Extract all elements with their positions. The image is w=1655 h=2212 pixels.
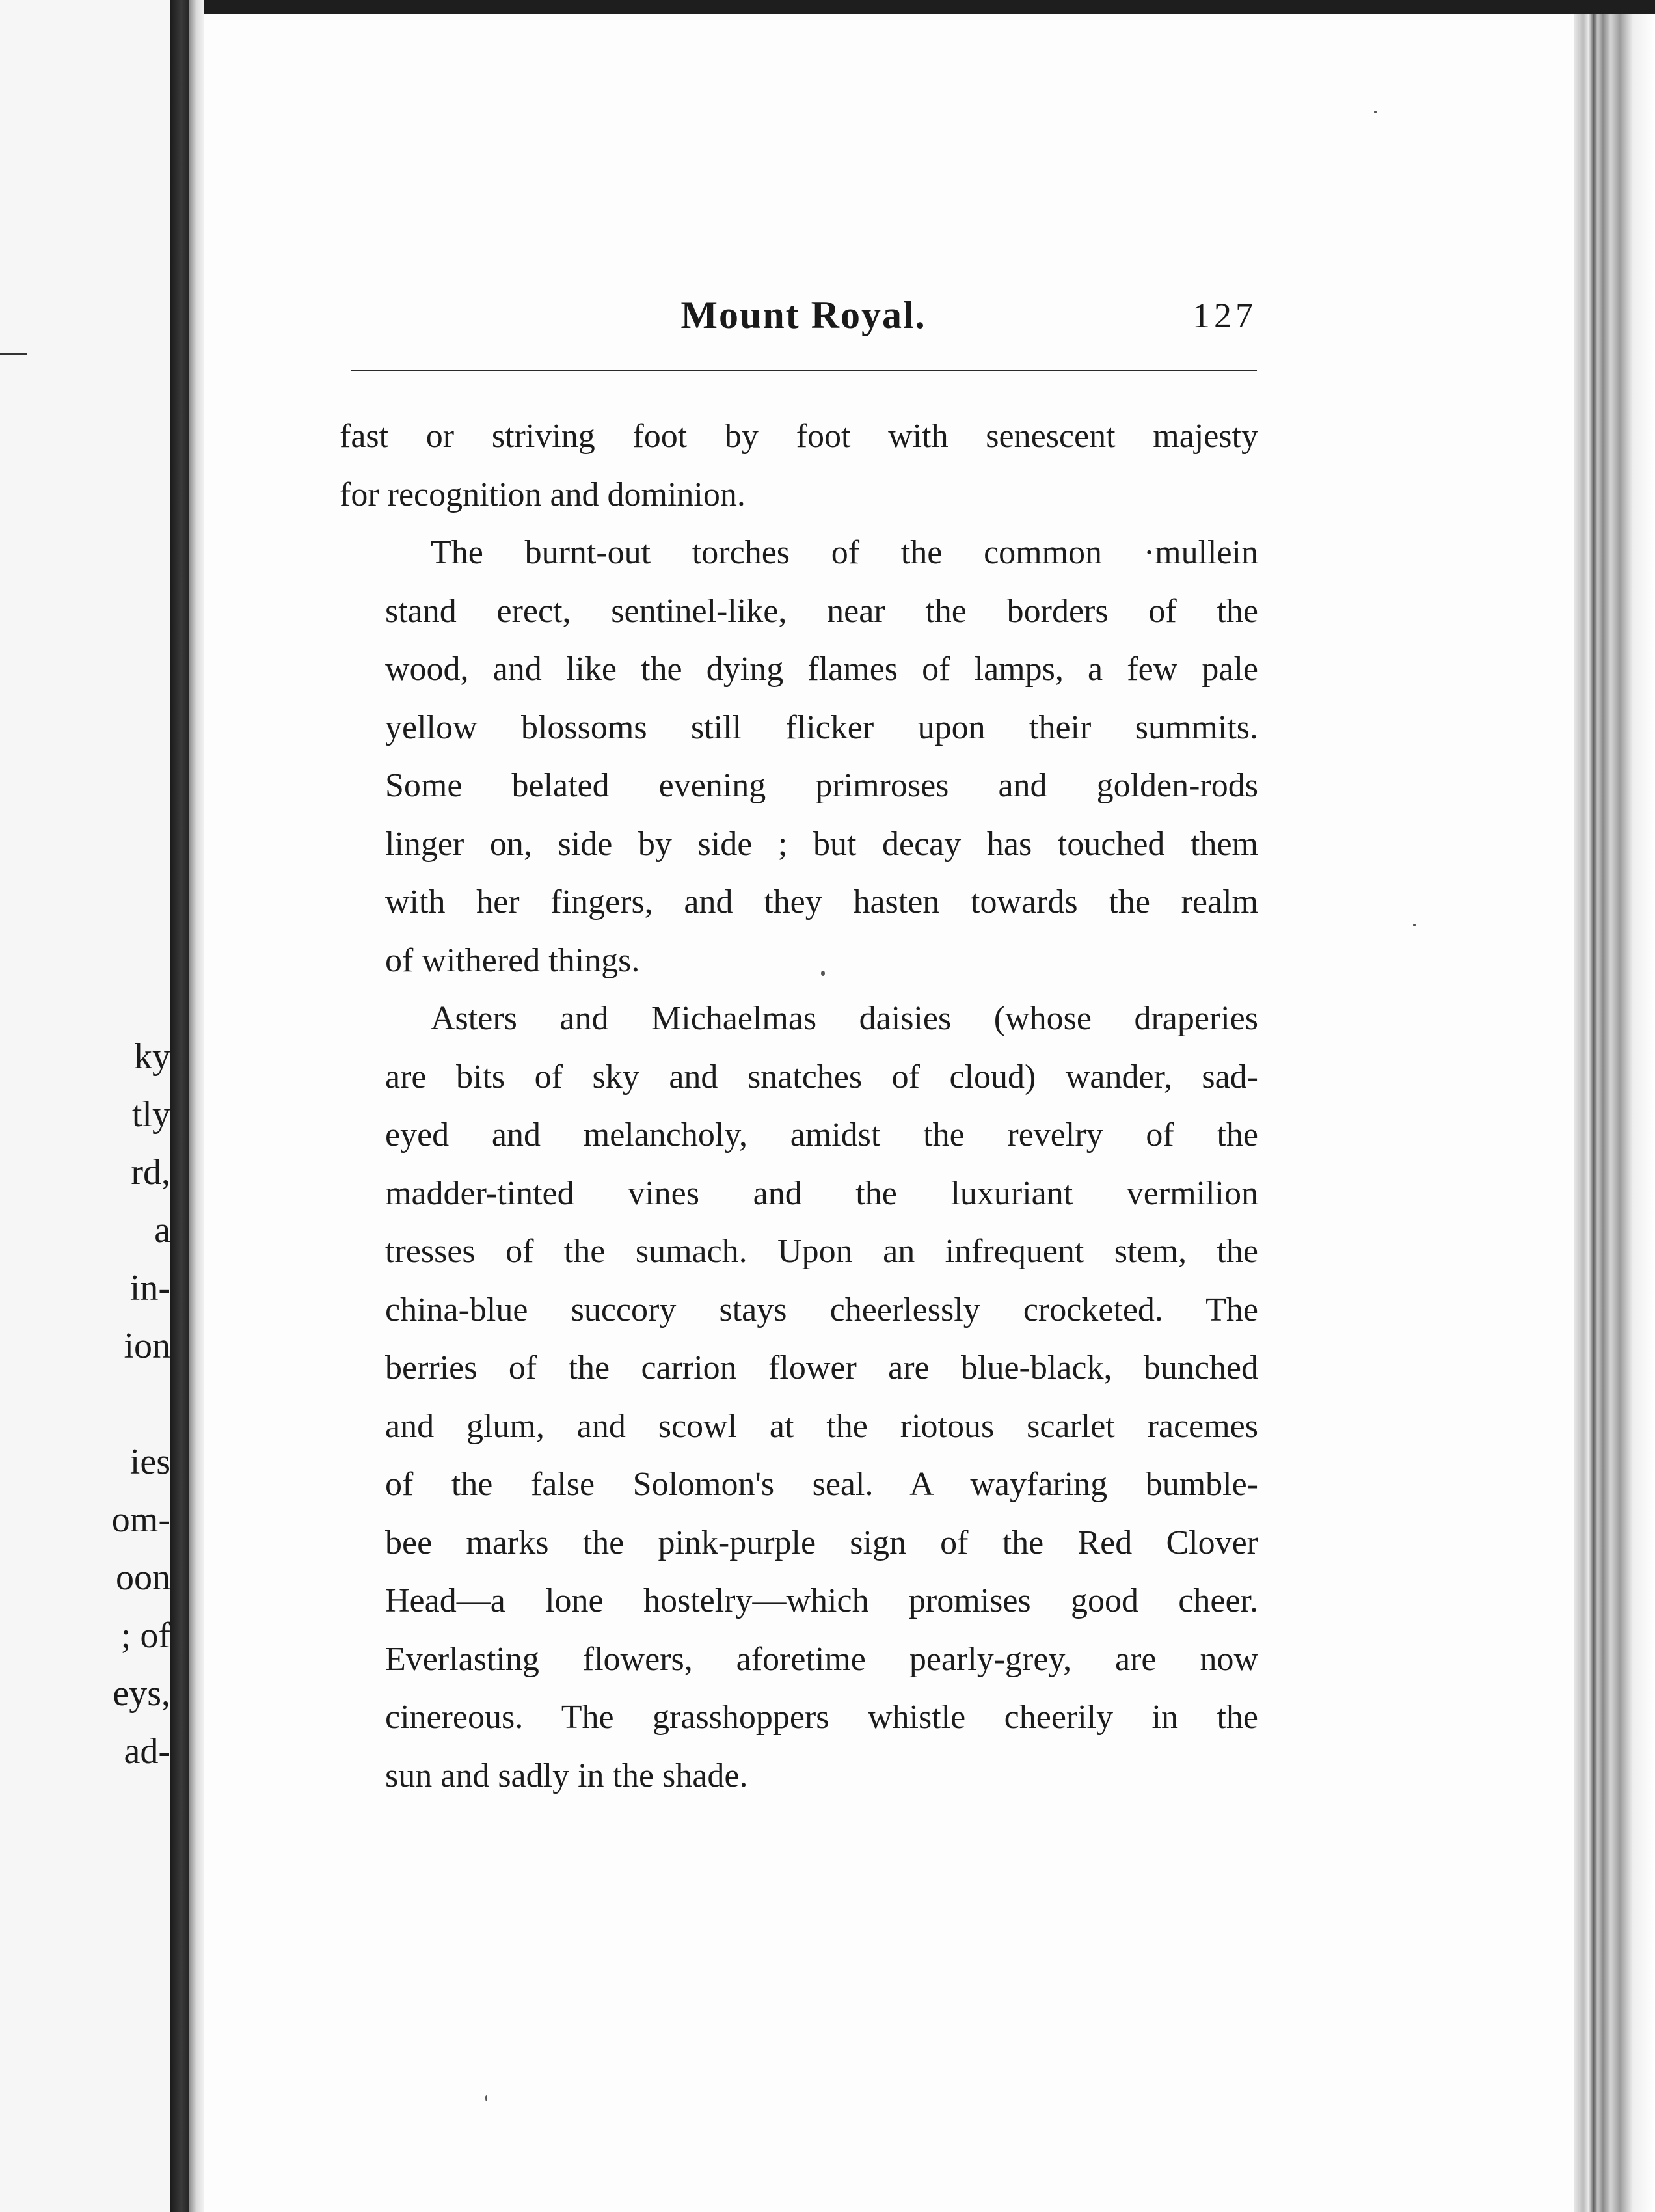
text-line: Head—a lone hostelry—which promises good cheer. — [385, 1582, 1258, 1619]
text-line: Everlasting flowers, aforetime pearly-grey, are now — [385, 1640, 1258, 1678]
scan-top-edge — [0, 0, 1655, 14]
running-head: Mount Royal. — [680, 293, 926, 336]
book-gutter — [170, 0, 189, 2212]
left-facing-page — [0, 0, 170, 2212]
text-line: are bits of sky and snatches of cloud) wander, sad- — [385, 1058, 1258, 1096]
scan-speck — [1413, 924, 1416, 926]
text-line: for recognition and dominion. — [340, 476, 746, 513]
text-line: Asters and Michaelmas daisies (whose draperies — [431, 1000, 1258, 1037]
paragraph — [340, 990, 1258, 1805]
left-page-fragment: rd, — [131, 1152, 170, 1193]
page-header — [350, 280, 1257, 358]
page-number: 127 — [1192, 296, 1257, 335]
text-line: and glum, and scowl at the riotous scarlet racemes — [385, 1407, 1258, 1445]
text-line: tresses of the sumach. Upon an infrequent stem, the — [385, 1233, 1258, 1270]
text-line: with her fingers, and they hasten towards the realm — [385, 883, 1258, 921]
body-text — [340, 407, 1258, 1805]
left-page-fragment: ky — [134, 1036, 170, 1077]
text-line: sun and sadly in the shade. — [385, 1757, 748, 1794]
header-rule — [351, 370, 1257, 371]
left-page-fragment: a — [154, 1210, 170, 1250]
scan-speck — [1374, 111, 1377, 113]
left-page-rule — [0, 353, 27, 355]
left-page-fragment: oon — [116, 1558, 170, 1598]
text-line: cinereous. The grasshoppers whistle cheerily in the — [385, 1699, 1258, 1736]
text-line: china-blue succory stays cheerlessly crocketed. The — [385, 1291, 1258, 1329]
text-line: fast or striving foot by foot with senescent majesty — [340, 418, 1258, 455]
paragraph — [340, 407, 1258, 524]
scan-speck — [485, 2095, 487, 2101]
gutter-shadow — [189, 0, 204, 2212]
text-line: eyed and melancholy, amidst the revelry of the — [385, 1116, 1258, 1153]
left-page-line-fragments — [112, 1028, 170, 1781]
page-stack-edge — [1574, 14, 1655, 2212]
left-page-fragment: eys, — [113, 1673, 170, 1714]
text-line: yellow blossoms still flicker upon their summits. — [385, 708, 1258, 746]
text-line: The burnt-out torches of the common ·mullein — [431, 534, 1258, 571]
text-line: bee marks the pink-purple sign of the Red Clover — [385, 1524, 1258, 1561]
text-line: stand erect, sentinel-like, near the borders of the — [385, 592, 1258, 630]
scan-speck — [821, 971, 825, 976]
left-page-fragment: ad- — [124, 1731, 170, 1772]
text-line: of the false Solomon's seal. A wayfaring bumble- — [385, 1466, 1258, 1503]
left-page-fragment: ies — [129, 1442, 170, 1482]
text-line: linger on, side by side ; but decay has touched them — [385, 825, 1258, 863]
left-page-fragment: om- — [111, 1500, 170, 1540]
text-line: wood, and like the dying flames of lamps, a few pale — [385, 651, 1258, 688]
text-line: Some belated evening primroses and golden-rods — [385, 767, 1258, 804]
left-page-fragment: ; of — [120, 1615, 170, 1656]
text-line: berries of the carrion flower are blue-black, bunched — [385, 1349, 1258, 1386]
left-page-fragment: tly — [131, 1094, 170, 1135]
left-page-fragment: ion — [124, 1326, 170, 1366]
left-page-fragment: in- — [129, 1268, 170, 1308]
text-line: madder-tinted vines and the luxuriant vermilion — [385, 1174, 1258, 1212]
text-line: of withered things. — [385, 941, 640, 979]
paragraph — [340, 524, 1258, 990]
left-page-fragment — [112, 1375, 170, 1433]
